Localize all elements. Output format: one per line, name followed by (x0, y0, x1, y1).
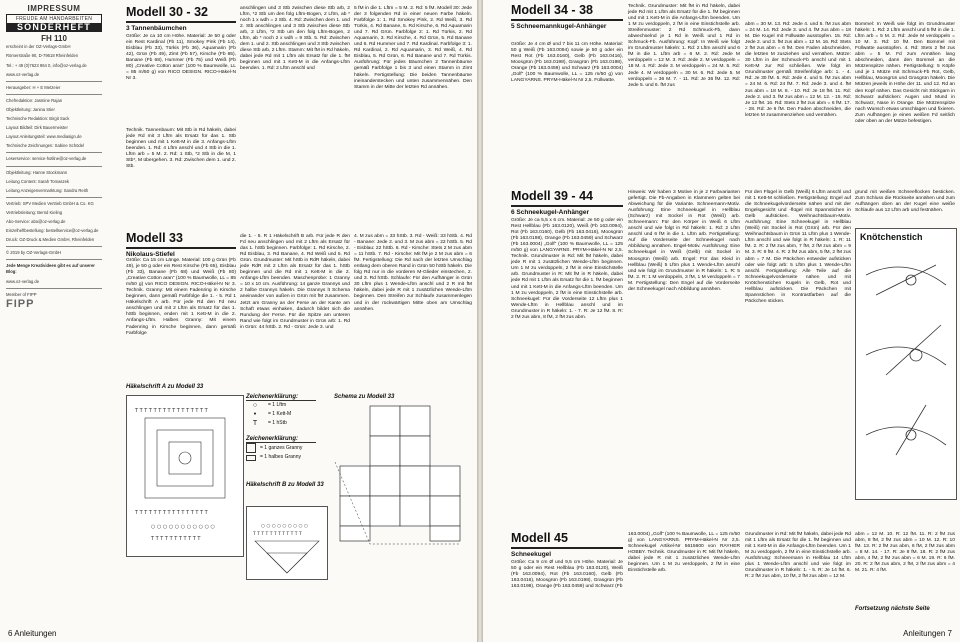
schema-title: Schema zu Modell 33 (334, 394, 395, 400)
divider (6, 166, 102, 167)
model-subtitle: 6 Schneekugel-Anhänger (511, 209, 590, 216)
impressum-line: www.oz-verlag.de (6, 71, 40, 77)
impressum-line: Einzelheftbestellung: bestellservice@oz-verlag.de (6, 228, 99, 234)
model-title: Modell 34 - 38 (511, 3, 593, 17)
title-rule (511, 547, 623, 549)
divider (6, 259, 102, 260)
impressum-line: Leserservice: service-hotline@oz-verlag.de (6, 156, 87, 162)
legend-item (246, 443, 316, 453)
legend-item (246, 410, 316, 419)
side-note: grund mit weißen Schneeflocken besticken. Zum Schluss die Rückseite annähen und zum Aufhängen oben an der Kugel eine weiße Schlaufe aus 12 Lftm arb und festnähen. (855, 190, 955, 214)
legend-item (246, 401, 316, 410)
legend-item (246, 419, 316, 428)
chart-a-diagram (127, 396, 243, 556)
divider (6, 197, 102, 198)
model-title: Modell 45 (511, 531, 568, 545)
model-45-text-col4: abm = 12 M. 10. R: 12 fM. 11. R: 2 fM zus abm, 8 fM, 2 fM zus abm = 10 M. 12. R: 10 fM. 13. R: 2 fM zus abm, 6 fM, 2 fM zus abm = 8 M. 14. - 17. R: Je 8 fM. 18. R: 2 fM zus abm, 4 fM, 2 fM zus abm = 6 M. 19. R: 6 fM. 20. R: 2 fM zus abm, 2 fM, 2 fM zus abm = 4 M. 21. R: 4 fM. (855, 532, 955, 574)
knot-stitch-illustration (856, 245, 956, 485)
page-number-left: 6 Anleitungen (8, 629, 57, 638)
svg-text:T T T T T T T T T T T T: T T T T T T T T T T T T (253, 532, 302, 537)
model-title: Modell 33 (126, 231, 183, 245)
model-45-header (511, 532, 623, 558)
impressum-line: Abo-Service: abo@oz-verlag.de (6, 218, 66, 224)
impressum-line: Vertrieb: SPV Medien Vertrieb GmbH & Co. KG (6, 200, 94, 206)
page-number-right: Anleitungen 7 (903, 629, 952, 638)
slip-stitch-icon: • (253, 411, 257, 418)
model-33-text-col1: Größe: Ca 15 cm Länge. Material: 100 g Grün (Fb 49), je 50 g oder ein Rest Kirsche (Fb 65), Eisblau (Fb 33), Banane (Fb 68) und Weiß (Fb 80) „Creative Cotton aran“ (100 % Baumwolle, LL = 85 m/50 g) von RICO DESIGN. RICO-Häkel-N Nr 3. Technik. Granny: Mit einem Fadenring in Kirsche beginnen, dann gemäß Farbfolge die 1. - 5. Rd 1 Häkelschrift A arb. Für jede Rd den Fd neu anschlingen und mit 2 Lftm als Ersatz für das 1. hStb beginnen, enden mit 1 Kett-M in die 2. Anfangs-Lftm. Halbes Granny: Mit einem Fadenring in Kirsche beginnen, dann gemäß Farbfolge (126, 258, 236, 336)
impressum-line: Leitung Anzeigenvermarktung: Sandra Reith (6, 187, 89, 193)
model-34-header (511, 4, 623, 30)
model-34-text-col3: abm = 30 M. 13. Rd: Jede 4. und 5. fM zus abm = 24 M. 14. Rd: Jede 3. und 4. fM zus abm = 18 M. Die Kugel mit Füllwatte ausstopfen. 15. Rd: Jede 2. und 3. fM zus abm = 12 M. 16. Rd: Stets 2 fM zus abm = 6 fM. Den Faden abschneiden, die letzten M zusziehen und vernähen. Mütze: 30 Lftm in der Schmuck-Fb anschl und mit 1 Kett-M zur Rd schließen. Wie folgt im Grundmuster gemäß Streifenfolge arb: 1. - 4. Rd: Je 30 fM. 5. Rd: Jede 4. und 5. fM zus abm = 24 M. 6. Rd: 24 fM. 7. Rd: Jede 3. und 4. fM zus abm = 18 M. 8. - 10. Rd: Je 18 fM. 11. Rd: Jede 2. und 3. fM zus abm = 12 M. 12. - 15. Rd: Je 12 fM. 16. Rd: Stets 2 fM zus abm = 6 fM. 17. - 28. Rd: Je 6 fM. Den Faden abschneiden, die letzten M zusammenziehen und vernähen. (745, 22, 851, 118)
model-33-text-col3: 4. M zus abm = 33 hStb. 3. Rd - Weiß: 33 hStb. 4. Rd - Banane: Jede 2. und 3. M zus abm = 22 hStb. 5. Rd - Eisblau: 22 hStb. 6. Rd - Kirsche: Stets 2 M zus abm = 11 hStb. 7. Rd - Kirsche: Mit fM je 2 M zus abm = 6 fM. Fertigstellung: Die Rd nach der letzten Umschlag entlang dem oberen Rand in Grün 50 hStb häkeln. Die folg Rd nur in die vorderen M-Glieder einstechen, 2. und 3. Rd hStb. Schlaufe: Für den Aufhänger in Grün 30 Lftm plus 1 Wende-Lftm anschl und 2 R mit fM häkeln, dabei jede R mit 1 zusätzlichen Wende-Lftm beginnen. Den Streifen zur Schlaufe zusammenlegen und in der rückwärtigen Mitte oben am Umschlag annähen. (354, 234, 472, 312)
model-45-text-col1: Größe: Ca 9 cm Ø und 9,5 cm Höhe. Material: Je 50 g oder ein Rest Hellblau (Fb 163.0120), Weiß (Fb 163.0094), Rot (Fb 163.0160), Gelb (Fb 163.0416), Moosgrün (Fb 163.0198), Grasgrün (Fb 163.0198), Orange (Fb 163.0459) und Schwarz (Fb (511, 560, 623, 590)
impressum-line: Römerstraße 90, D-79618 Rheinfelden (6, 53, 79, 59)
impressum-line: Technische Zeichnungen: Sabine Schödel (6, 143, 84, 149)
impressum-line: Druck: OZ-Druck & Medien GmbH, Rheinfelden (6, 237, 95, 243)
impressum-line: Layout Bildteil: Dirk Bauermeister (6, 125, 68, 131)
model-title: Modell 30 - 32 (126, 5, 208, 19)
title-rule (511, 19, 623, 21)
impressum-line: Technische Redaktion: Birgit Sack (6, 116, 70, 122)
model-subtitle: 3 Tannenbäumchen (126, 25, 187, 32)
model-30-text-col1: Größe: Je ca 10 cm Höhe. Material: Je 50 g oder ein Rest Kardinal (Fb 11), Smokey Pink (Fb 14), Eisblau (Fb 33), Türkis (Fb 36), Aquamarin (Fb 42), Grün (Fb 49), Zimt (Fb 57), Kirsche (Fb 65), Banane (Fb 68), Hummer (Fb 75) und Weiß (Fb 80) „Creative Cotton aran“ (100 % Baumwolle, LL = 85 m/50 g) von RICO DESIGN. RICO-Häkel-N Nr 3. (126, 34, 236, 82)
impressum-line: Layout Anleitungsteil: www.mediasign.de (6, 134, 82, 140)
model-34-text-col4: Bommel: In Weiß wie folgt im Grundmuster häkeln: 1. Rd: 2 Lftm anschl und 5 fM in die 1. Lftm arb = 5 M. 2. Rd: Jede M verdoppeln = 10 M. 3. Rd: 10 fM. Den Bommel mit Füllwatte ausstopfen. 4. Rd: Stets 2 fM zus abm = 5 M. Fd zum Annähen lang abschneiden, dann den Bommel an die Mützenspitze nähen. Fertigstellung: 5 Köpfe und je 1 Mütze mit Schmuck-Fb Rot, Gelb, Hellblau, Moosgrün und Grasgrün häkeln. Die Mützen jeweils in Höhe der 11. und 12. Rd an den Kopf nähen. Das Gesicht mit Stickgarn in Schwarz aufsticken: Augen und Mund in Schwarz, Nase in Orange. Die Mützenspitze nach Wunsch etwas umschlagen und fixieren. Zum Aufhängen je einen weißen Fd seitlich oder oben an der Mütze befestigen. (855, 22, 955, 124)
divider (6, 246, 102, 247)
legend-title: Zeichenerklärung: (246, 394, 316, 401)
legend-1 (246, 394, 316, 428)
svg-text:T T T T T T T T T T T: T T T T T T T T T T T (151, 536, 201, 542)
model-33-header (126, 232, 236, 258)
impressum-line: Tel.: + 49 (0)7623 964 0, info@oz-verlag.de (6, 62, 87, 68)
svg-text:○ ○ ○ ○ ○ ○ ○ ○ ○ ○ ○: ○ ○ ○ ○ ○ ○ ○ ○ ○ ○ ○ (151, 524, 215, 530)
model-45-text-col3: Grundmuster in Rd: Mit fM häkeln, dabei jede Rd mit 1 Lftm als Ersatz für die 1. fM beginnen und mit 1 Kett-M in die Anfangs-Lftm beenden. Um 1 M zu verdoppeln, 2 fM in eine Einstichstelle arb. Ausführung: Schneemann in Hellblau 14 Lftm plus 1 Wende-Lftm anschl und wie folgt im Grundmuster in R häkeln: 1. - 5. R: Je 14 fM. 6. R: 2 fM zus abm, 10 fM, 2 fM zus abm = 12 M. (745, 532, 852, 580)
knot-stitch-title: Knötchenstich (860, 232, 923, 242)
legend-label: = 1 hStb (268, 420, 287, 426)
model-30-text-col1b: Technik. Tannenbaum: Mit Stb in Rd häkeln, dabei jede Rd mit 3 Lftm als Ersatz für das 1. Stb beginnen und mit 1 Kett-M in die 3. Anfangs-Lftm beenden. 1. Rd: 4 Lftm anschl und 4 Stb in die 1. Lftm arb = 5 M. 2. Rd: 1 Stb, *2 Stb in die M, 1 Stb*, M übergehen. 3. Rd: Zwischen dem 1. und 2. Stb. (126, 128, 236, 170)
divider (6, 94, 102, 95)
title-rule (126, 21, 236, 23)
divider (6, 152, 102, 153)
impressum-line: Jede Menge Kreativideen gibt es auf unserer Blog: (6, 263, 95, 275)
legend-label: = 1 Kett-M (268, 411, 292, 417)
impressum-heading: IMPRESSUM (27, 4, 81, 13)
legend-label: = 1 ganzes Granny (260, 444, 303, 451)
chart-a-title: Häkelschrift A zu Modell 33 (126, 384, 204, 390)
crochet-chart-a (126, 395, 244, 557)
impressum-line: Leitung Content: Sarah Tomaszek (6, 178, 70, 184)
model-30-header (126, 6, 236, 32)
knot-stitch-box (855, 228, 957, 500)
impressum-column (6, 4, 102, 310)
model-45-text-col2: 163.0004) „Golf“ (100 % Baumwolle, LL = 125 m/50 g) von LANGYARNS. PRYM-Häkel-N Nr 2,5. Schneekugel Artikel-Nr 5615600 von RAYHER HOBBY. Technik. Grundmuster in R: Mit fM häkeln, dabei jede R mit 1 zusätzlichen Wende-Lftm beginnen. Um 1 M zu verdoppeln, 2 fM in eine Einstichstelle arb. (628, 532, 740, 574)
schema-diagram (330, 404, 470, 554)
divider (6, 288, 102, 289)
brand-logo (6, 14, 102, 32)
chain-icon: ○ (252, 402, 258, 409)
impressum-line: erscheint in der OZ-Verlags-GmbH (6, 44, 71, 50)
model-33-text-col2: die 1. - 5. R 1 Häkelschrift B arb. Für jede R den Fd neu anschlingen und mit 2 Lftm als Ersatz für das 1. hStb beginnen. Farbfolge: 1. Rd Kirsche, 2. Rd Eisblau, 3. Rd Banane, 4. Rd Weiß und 5. Rd Grün. Grundmuster: Mit hStb in RdR häkeln, dabei jede RdR mit 2 Lftm als Ersatz für das 1. hStb beginnen und die Rd mit 1 Kett-M in die 2. Anfangs-Lftm beenden. Maschenprobe: 1 Granny = 10 x 10 cm. Ausführung: 14 ganze Grannys und 2 halbe Grannys häkeln. Die Grannys lt Schema aneinander von außen in Grün mit fM zusammen. Jetzt am Granny an der Ferse an der Kante am Schaft etwas einhaken, dadurch bildet sich die Rundung der Ferse. Für die Spitze am unteren Rand wie folgt im Grundmuster in Grün arb: 1. Rd in Grün: 44 hStb. 2. Rd - Grün: Jede 3. und (240, 234, 350, 330)
svg-text:T T T T T T T T T T T T T T T: T T T T T T T T T T T T T T T T (135, 408, 208, 414)
brand-line1: FREUDE AM HANDARBEITEN (15, 16, 93, 23)
full-granny-icon (246, 443, 256, 453)
model-34-text-col2: Technik. Grundmuster: Mit fM in Rd häkeln, dabei jede Rd mit 1 Lftm als Ersatz für die 1. fM beginnen und mit 1 Kett-M in die Anfangs-Lftm beenden. Um 1 M zu verdoppeln, 2 fM in eine Einstichstelle arb. Streifenmuster: 2 Rd Schmuck-Fb, dann abwechselnd je 1 Rd in Weiß und 1 Rd in Schmuck-Fb. Ausführung: Kopf: In Weiß wie folgt im Grundmuster häkeln: 1. Rd: 2 Lftm anschl und 6 fM in die 1. Lftm arb = 6 M. 2. Rd: Jede M verdoppeln = 12 M. 3. Rd: Jede 2. M verdoppeln = 18 M. 4. Rd: Jede 3. M verdoppeln = 24 M. 5. Rd: Jede 4. M verdoppeln = 30 M. 6. Rd: Jede 5. M verdoppeln = 36 M. 7. - 11. Rd: Je 36 fM. 12. Rd: Jede 5. und 6. fM zus (628, 4, 740, 88)
legend-label: = 1 halbes Granny (260, 454, 301, 460)
model-39-header (511, 190, 623, 216)
model-30-text-col2: anschlingen und 3 Stb zwischen diese Stb arb, 2 Lftm, *2 Stb um den folg Lftm-Bogen, 2 Lftm, ab * noch 1 x wdh = 2 Stb. 4. Rd: Zwischen dem 1. und 2. Stb anschlingen und 3 Stb zwischen diese Stb arb, 2 Lftm, *2 Stb um den folg Lftm-Bogen, 2 Lftm, ab * noch 2 x wdh = 9 Stb. 5. Rd: Zwischen dem 1. und 2. Stb anschlingen und 3 Stb zwischen diese Stb arb, 2 Lftm. Stamm: Mit fM in Rd häkeln, dabei jede Rd mit 1 Lftm als Ersatz für die 1. fM beginnen und mit 1 Kett-M in die Anfangs-Lftm beenden. 1. Rd: 2 Lftm anschl und (240, 6, 350, 72)
svg-text:○ ○ ○ ○ ○ ○ ○ ○ ○: ○ ○ ○ ○ ○ ○ ○ ○ ○ (261, 524, 308, 529)
model-subtitle: Schneekugel (511, 551, 552, 558)
issue-number: FH 110 (41, 34, 67, 44)
chart-b-diagram (247, 507, 327, 579)
impressum-line: Objektleitung: Janina Stier (6, 106, 55, 112)
fipp-logo: FIPP (6, 297, 35, 310)
brand-line2: SONDERHEFT (7, 23, 101, 31)
model-39-text-col1: Größe: Je ca 5,5 x 6 cm. Material: Je 50 g oder ein Rest Hellblau (Fb 163.0120), Weiß (Fb 163.0094), Rot (Fb 163.0160), Gelb (Fb 163.0416), Moosgrün (Fb 163.0198), Orange (Fb 163.0459) und Schwarz (Fb 163.0004) „Golf“ (100 % Baumwolle, LL = 125 m/50 g) von LANGYARNS. PRYM-Häkel-N Nr 2,5. Technik. Grundmuster in Rd: Mit fM häkeln, dabei jede R mit 1 zusätzlichen Wende-Lftm beginnen. Um 1 M zu verdoppeln, 2 fM in eine Einstichstelle arb. Grundmuster in R: Mit fM in R häkeln, dabei jede Rd mit 1 Lftm als Ersatz für die 1. fM beginnen und mit 1 Kett-M in die Anfangs-Lftm beenden. Um 1 M zu verdoppeln, 2 fM in eine Einstichstelle arb. Schneekugel: Für die Vorderseite 12 Lftm plus 1 Wende-Lftm in Hellblau anschl und im Grundmuster in R häkeln: 1. - 7. R: Je 12 fM. 8. R: 2 fM zus abm, 8 fM, 2 fM zus abm. (511, 218, 623, 320)
half-granny-icon (246, 455, 256, 461)
title-rule (511, 205, 623, 207)
legend-label: = 1 Lftm (268, 402, 287, 408)
model-30-text-col3: 5 fM in die 1. Lftm = 5 M. 2. Rd: 5 fM. Modell 30: Jede der 3 folgenden Rd in einer neuen Farbe häkeln. Farbfolge 1: 1. Rd Smokey Pink, 2. Rd Weiß, 3. Rd Türkis, 4. Rd Banane, 5. Rd Kirsche, 6. Rd Aquamarin und 7. Rd Grün. Farbfolge 2: 1. Rd Türkis, 2. Rd Aquamarin, 3. Rd Kirsche, 4. Rd Grün, 5. Rd Banane und 6. Rd Hummer und 7. Rd Kardinal. Farbfolge 3: 1. Rd Kardinal, 2. Rd Aquamarin, 3. Rd Weiß, 4. Rd Eisblau, 5. Rd Grün, 6. Rd Banane und 7. Rd Türkis. Ausführung: Für jedes Bäumchen 2 Tannenbäume gemäß Farbfolge 1 bis 3 und einen Stamm in Zimt häkeln. Fertigstellung: Die beiden Tannenbäume ineinanderstecken und unten zusammennähen. Den Stamm in der Mitte der letzten Rd annähen. (354, 6, 472, 90)
model-subtitle: 5 Schneemannkugel-Anhänger (511, 23, 607, 30)
model-34-text-col1: Größe: Je 4 cm Ø und 7 bis 11 cm Höhe. Material: 50 g Weiß (Fb 163.0094) sowie je 50 g oder ein Rest Rot (Fb 163.0160), Gelb (Fb 163.0416), Moosgrün (Fb 163.0198), Grasgrün (Fb 163.0198), Orange (Fb 163.0459) und Schwarz (Fb 163.0004) „Golf“ (100 % Baumwolle, LL = 125 m/50 g) von LANGYARNS. PRYM-Häkel-N Nr 2,5. Füllwatte. (511, 42, 623, 84)
impressum-line: Vertriebsleitung: Bernd Kieling (6, 209, 63, 215)
left-page (0, 0, 477, 642)
impressum-line: www.oz-verlag.de (6, 278, 40, 284)
continued-note: Fortsetzung nächste Seite (855, 606, 930, 612)
divider (6, 81, 102, 82)
model-title: Modell 39 - 44 (511, 189, 593, 203)
svg-text:T T T T T T T T T T T T T T T: T T T T T T T T T T T T T T T T (135, 510, 208, 516)
impressum-line: © 2019 by OZ-Verlags-GmbH (6, 250, 61, 256)
impressum-line: Objektleitung: Hanne Stockmann (6, 169, 68, 175)
legend-2 (246, 436, 316, 462)
model-39-text-col2: Hinweis: Wir haben 3 Motive in je 2 Farbvarianten gefertigt. Die Fb-Angaben in Klammern gelten bei Abweichung für die Variante. Schneemann-Motiv. Ausführung: Eine Schneekugel in Hellblau (Schwarz) mit Sockel in Rot (Weiß) arb. Schneemann: Für den Körper in Weiß 6 Lftm anschl und wie folgt in Rd häkeln: 1. Rd: 2 Lftm anschl und 6 fM in die 1. Lftm arb. Fertigstellung: Auf die Vorderseite der Schneekugel nach Abbildung annähen. Engel-Motiv. Ausführung: Eine Schneekugel in Weiß (Gelb) mit Sockel in Moosgrün (Weiß) arb. Engel: Für das Kleid in Hellblau (Weiß) 5 Lftm plus 1 Wende-Lftm anschl und wie folgt im Grundmuster in R häkeln: 1. R: 5 fM. 2. R: 1 M verdoppeln, 3 fM, 1 M verdoppeln = 7 M. Fertigstellung: Den Engel auf die Vorderseite der Schneekugel nach Abbildung annähen. (628, 190, 740, 292)
model-39-text-col3: Für den Flügel in Gelb (Weiß) 6 Lftm anschl und mit 1 Kett-M schließen. Fertigstellung: Engel auf die Schneekugelvorderseite nähen und mit der Engelsgesicht und -flügel mit Spannstichen in Gelb aufsticken. Weihnachtsbaum-Motiv. Ausführung: Eine Schneekugel in Hellblau (Weiß) mit Sockel in Rot (Grün) arb. Für den Weihnachtsbaum in Grün 11 Lftm plus 1 Wende-Lftm anschl und wie folgt in R häkeln: 1. R: 11 fM. 2. R: 2 fM zus abm, 7 fM, 2 fM zus abm = 9 M. 3. R: 9 fM. 4. R: 2 fM zus abm, 5 fM, 2 fM zus abm = 7 M. Die Päckchen entweder aufsticken oder wie folgt arb: 5 Lftm plus 1 Wende-Lftm anschl. Fertigstellung: Alle Teile auf die Schneekugelvorderseite nähen und mit Knötchenstichen Kugeln in Gelb, Rot und Hellblau aufsticken. Die Päckchen mit Spannstichen in Kontrastfarben auf die Päckchen sticken. (745, 190, 851, 304)
right-page (483, 0, 960, 642)
impressum-line: Chefredaktion: Jasmine Rajan (6, 97, 63, 103)
impressum-line: Member of FIPP (6, 291, 37, 297)
crochet-chart-b (246, 506, 328, 580)
half-double-icon: T (252, 420, 258, 427)
legend-item (246, 453, 316, 462)
legend-title: Zeichenerklärung: (246, 436, 316, 443)
title-rule (126, 247, 236, 249)
chart-b-title: Häkelschrift B zu Modell 33 (246, 482, 324, 488)
schema-svg (330, 404, 470, 554)
model-subtitle: Nikolaus-Stiefel (126, 251, 175, 258)
impressum-line: Herausgeber: H + E Metzeier (6, 84, 61, 90)
